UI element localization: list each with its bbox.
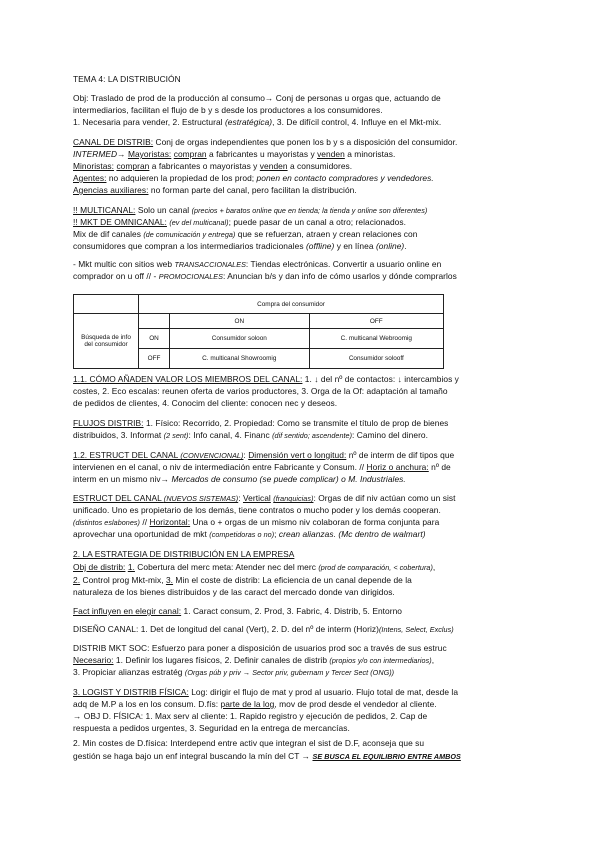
text-span: Control prog Mkt-mix, — [80, 575, 166, 585]
text-span: Dimensión vert o longitud: — [248, 450, 347, 460]
text-span: : Tiendas electrónicas. Convertir a usuario online en — [245, 259, 442, 269]
flujos-line-1 — [73, 418, 533, 429]
text-span: 2. — [73, 575, 81, 585]
estrategia-line-6: DISTRIB MKT SOC: Esfuerzo para poner a disposición de usuarios prod soc a través de sus estruc — [73, 643, 447, 653]
text-span: !! MKT DE OMNICANAL: — [73, 217, 167, 227]
text-span: y en línea — [334, 241, 376, 251]
logist-line-1 — [73, 687, 533, 698]
text-span: (offline) — [305, 241, 335, 251]
text-span: compran — [173, 149, 207, 159]
text-span: ; puede pasar de un canal a otro; relacionados. — [228, 217, 407, 227]
text-span: Horizontal: — [149, 517, 191, 527]
table-cell: Consumidor solooff — [309, 349, 443, 369]
text-span: parte de la log — [220, 699, 275, 709]
text-span: Min el coste de distrib: La eficiencia de un canal depende de la — [173, 575, 412, 585]
multicanal-line-1 — [73, 205, 533, 216]
estruct-line-4 — [73, 493, 533, 504]
canal-line-5 — [73, 185, 533, 196]
text-span: Minoristas: — [73, 161, 115, 171]
text-span: Agencias auxiliares: — [73, 185, 149, 195]
text-span: !! MULTICANAL: — [73, 205, 136, 215]
canal-line-3 — [73, 161, 533, 172]
text-span: // — [139, 517, 150, 527]
multicanal-line-3 — [73, 229, 533, 240]
text-span: (dif sentido; ascendente) — [272, 431, 353, 440]
text-span: (franquicias) — [273, 494, 314, 503]
text-span: intervienen en el canal, o niv de intermediación entre Fabricante y Consum. // — [73, 462, 367, 472]
text-span: a fabricantes u mayoristas y — [206, 149, 318, 159]
text-span: (online) — [375, 241, 405, 251]
text-span: a fabricantes o mayoristas y — [149, 161, 260, 171]
text-span: Conj de orgas independientes que ponen los b y s a disposición del consumidor. — [153, 137, 458, 147]
text-span: Fact influyen en elegir canal: — [73, 606, 182, 616]
row-label-off: OFF — [139, 349, 170, 369]
text-span: que se refuerzan, atraen y crean relaciones con — [235, 229, 418, 239]
section-heading: 1.1. CÓMO AÑADEN VALOR LOS MIEMBROS DEL CANAL: — [73, 374, 303, 384]
text-span: no forman parte del canal, pero facilitan la distribución. — [148, 185, 357, 195]
text-span: interm en un mismo niv→ — [73, 474, 172, 484]
text-span: TRANSACCIONALES — [174, 260, 246, 269]
text-span: compran — [116, 161, 150, 171]
multicanal-line-4 — [73, 241, 533, 252]
obj-line-1: Obj: Traslado de prod de la producción al consumo→ Conj de personas u orgas que, actuando de — [73, 93, 441, 103]
text-span: consumidores que compran a los intermediarios tradicionales — [73, 241, 306, 251]
estruct-line-5: unificado. Uno es propietario de los demás, tiene contratos o mucho poder y los demás cooperan. — [73, 505, 441, 515]
text-span: (de comunicación y entrega) — [143, 230, 236, 239]
text-span: (2 sent) — [163, 431, 189, 440]
text-span: Solo un canal — [135, 205, 192, 215]
text-span: PROMOCIONALES — [158, 272, 223, 281]
text-span: , — [432, 562, 436, 572]
text-span: no adquieren la propiedad de los prod; — [106, 173, 257, 183]
text-span: 1. Caract consum, 2. Prod, 3. Fabric, 4. Distrib, 5. Entorno — [181, 606, 402, 616]
text-span: a consumidores. — [287, 161, 353, 171]
col-header-on: ON — [170, 314, 310, 329]
text-span: (Orgas púb y priv → Sector priv, gubernam y Tercer Sect (ONG)) — [184, 668, 395, 677]
table-cell: Consumidor soloon — [170, 329, 310, 349]
text-span: 3. Propiciar alianzas estratég — [73, 667, 185, 677]
estrategia-heading: 2. LA ESTRATEGIA DE DISTRIBUCIÓN EN LA EMPRESA — [73, 549, 295, 559]
row-header: Búsqueda de info del consumidor — [74, 314, 139, 369]
text-span: crean alianzas. (Mc dentro de walmart) — [278, 529, 426, 539]
text-span: (prod de comparación, < cobertura) — [318, 563, 433, 572]
text-span: ponen en contacto compradores y vendedores. — [256, 173, 434, 183]
text-span: (NUEVOS SISTEMAS) — [163, 494, 239, 503]
multicanal-line-2 — [73, 217, 533, 228]
text-span: INTERMED→ — [73, 149, 128, 159]
text-span: (CONVENCIONAL) — [180, 451, 244, 460]
estrategia-line-8 — [73, 667, 533, 678]
estrategia-line-1 — [73, 562, 533, 573]
text-span: Una o + orgas de un mismo niv colaboran de forma conjunta para — [190, 517, 440, 527]
section-heading: CANAL DE DISTRIB: — [73, 137, 154, 147]
text-span: 1. Necesaria para vender, 2. Estructural — [73, 117, 225, 127]
text-span: : — [243, 450, 249, 460]
estruct-line-2 — [73, 462, 533, 473]
text-span: 1. ↓ del nº de contactos: ↓ intercambios y — [302, 374, 459, 384]
empty-cell — [74, 295, 139, 314]
logist-line-2 — [73, 699, 533, 710]
text-span: ; — [274, 529, 279, 539]
text-span: 3. — [165, 575, 174, 585]
flujos-line-2 — [73, 430, 533, 441]
estrategia-line-2 — [73, 575, 533, 586]
text-span: 1. Físico: Recorrido, 2. Propiedad: Como se transmite el título de prop de bienes — [143, 418, 449, 428]
canal-line-2 — [73, 149, 533, 160]
col-header-off: OFF — [309, 314, 443, 329]
table-cell: C. multicanal Webroomig — [309, 329, 443, 349]
canal-line-4 — [73, 173, 533, 184]
estrategia-line-4 — [73, 606, 533, 617]
text-span: : Anuncian b/s y dan info de cómo usarlos y dónde comprarlos — [222, 271, 457, 281]
table-header: Compra del consumidor — [139, 295, 444, 314]
logist-line-5: 2. Min costes de D.física: Interdepend entre activ que integran el sist de D.F, aconseja que su — [73, 738, 425, 748]
logist-line-3: → OBJ D. FÍSICA: 1. Max serv al cliente: 1. Rapido registro y ejecución de pedidos, 2. Cap de — [73, 711, 428, 721]
text-span: : — [238, 493, 243, 503]
text-span: , mov de prod desde el vendedor al cliente. — [274, 699, 437, 709]
valor-line-1 — [73, 374, 533, 385]
multicanal-line-6 — [73, 271, 533, 282]
text-span: Cobertura del merc meta: Atender nec del merc — [134, 562, 319, 572]
text-span: Log: dirigir el flujo de mat y prod al usuario. Flujo total de mat, desde la — [188, 687, 459, 697]
text-span: 1. — [127, 562, 135, 572]
logist-line-4: respuesta a pedidos urgentes, 3. Seguridad en la entrega de mercancías. — [73, 723, 350, 733]
text-span: Mayoristas: — [127, 149, 172, 159]
text-span: , 3. De difícil control, 4. Influye en el Mkt-mix. — [272, 117, 442, 127]
empty-cell — [139, 314, 170, 329]
estrategia-line-7 — [73, 655, 533, 666]
text-span: distribuidos, 3. Informat — [73, 430, 164, 440]
logist-line-6 — [73, 751, 533, 762]
section-heading: 3. LOGIST Y DISTRIB FÍSICA: — [73, 687, 189, 697]
text-span: (propios y/o con intermediarios) — [329, 656, 432, 665]
canal-line-1 — [73, 137, 533, 148]
section-heading: 1.2. ESTRUCT DEL CANAL — [73, 450, 181, 460]
section-heading: FLUJOS DISTRIB: — [73, 418, 144, 428]
valor-line-3: de pedidos de clientes, 4. Conocim del cliente: conocen nec y deseos. — [73, 398, 338, 408]
text-span: gestión se haga bajo un enf integral buscando la mín del CT → — [73, 751, 313, 761]
text-span: nº de — [428, 462, 451, 472]
text-span: , — [431, 655, 435, 665]
doc-title: TEMA 4: LA DISTRIBUCIÓN — [73, 74, 181, 84]
text-span: SE BUSCA EL EQUILIBRIO ENTRE AMBOS — [312, 752, 461, 761]
text-span: : Camino del dinero. — [352, 430, 428, 440]
text-span: comprador on u off // - — [73, 271, 159, 281]
text-span: Vertical — [242, 493, 271, 503]
row-label-on: ON — [139, 329, 170, 349]
text-span: 1. Definir los lugares físicos, 2. Definir canales de distrib — [113, 655, 330, 665]
text-span: nº de interm de dif tipos que — [346, 450, 455, 460]
text-span: aprovechar una oportunidad de mkt — [73, 529, 210, 539]
estruct-line-6 — [73, 517, 533, 528]
valor-line-2: costes, 2. Eco escalas: reunen oferta de varios productores, 3. Orga de la Of: adaptación al tamaño — [73, 386, 448, 396]
text-span: Agentes: — [73, 173, 107, 183]
estruct-line-7 — [73, 529, 533, 540]
consumer-purchase-table — [73, 294, 444, 369]
text-span: : Orgas de dif niv actúan como un sist — [313, 493, 456, 503]
text-span: Horiz o anchura: — [366, 462, 429, 472]
text-span: (Intens, Select, Exclus) — [378, 625, 454, 634]
text-span: Mercados de consumo (se puede complicar) o M. Industriales. — [171, 474, 406, 484]
text-span: DISEÑO CANAL: 1. Det de longitud del canal (Vert), 2. D. del nº de interm (Horiz) — [73, 624, 379, 634]
text-span: (estratégica) — [224, 117, 273, 127]
text-span: (precios + baratos online que en tienda; la tienda y online son diferentes) — [191, 206, 428, 215]
text-span: . — [404, 241, 407, 251]
estrategia-line-3: naturaleza de los bienes distribuidos y de las caract del mercado donde van dirigidos. — [73, 587, 395, 597]
estrategia-line-5 — [73, 624, 533, 635]
text-span: (ev del multicanal) — [169, 218, 229, 227]
text-span: (distintos eslabones) — [73, 518, 140, 527]
text-span: venden — [317, 149, 345, 159]
text-span: : Info canal, 4. Financ — [188, 430, 273, 440]
estruct-line-3 — [73, 474, 533, 485]
text-span: Necesario: — [73, 655, 114, 665]
obj-line-2: intermediarios, facilitan el flujo de b y s desde los productores a los consumidores. — [73, 105, 383, 115]
text-span: venden — [259, 161, 288, 171]
text-span: Obj de distrib: — [73, 562, 126, 572]
text-span: - Mkt multic con sitios web — [73, 259, 175, 269]
text-span: (competidoras o no) — [209, 530, 275, 539]
estruct-line-1 — [73, 450, 533, 461]
multicanal-line-5 — [73, 259, 533, 270]
text-span: a minoristas. — [344, 149, 396, 159]
section-heading: ESTRUCT DEL CANAL — [73, 493, 164, 503]
table-cell: C. multicanal Showroomig — [170, 349, 310, 369]
obj-line-3 — [73, 117, 533, 128]
text-span: adq de M.P a los en los consum. D.fís: — [73, 699, 221, 709]
text-span: Mix de dif canales — [73, 229, 144, 239]
